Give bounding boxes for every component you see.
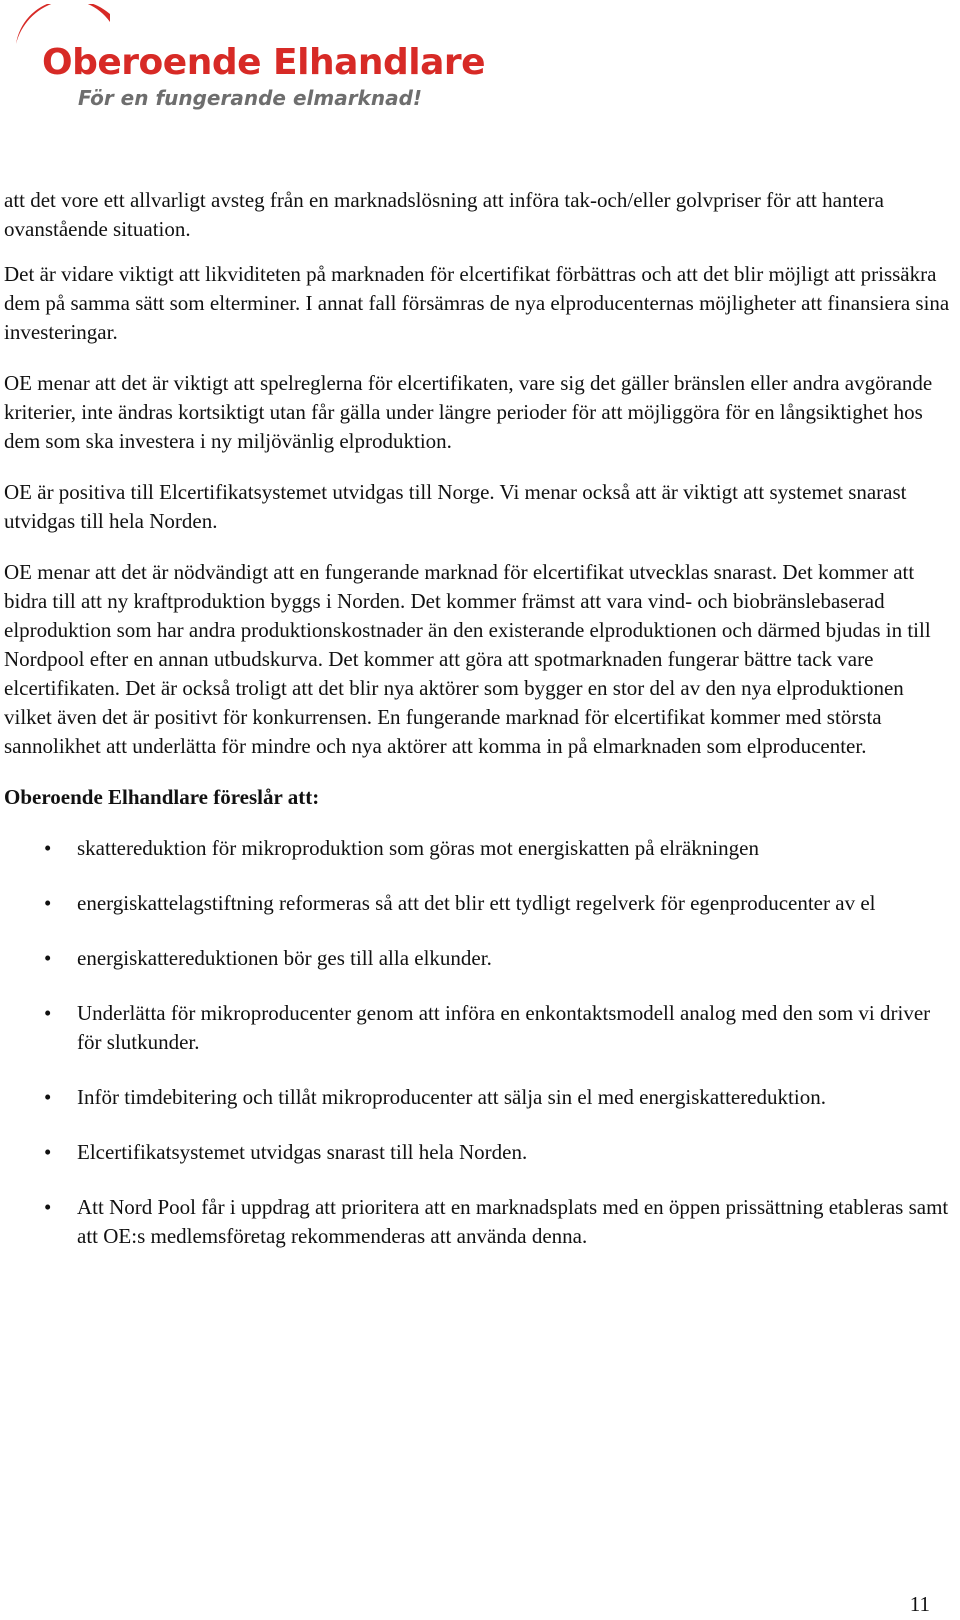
list-item xyxy=(4,889,954,918)
bullet-icon: • xyxy=(44,891,52,915)
paragraph: OE menar att det är nödvändigt att en fungerande marknad för elcertifikat utvecklas snarast. Det kommer att bidra till att ny kraftproduktion byggs i Norden. Det kommer främst att vara vind- och biobränslebaserad elproduktion som har andra produktionskostnader än den existerande elproduktionen och därmed bjudas in till Nordpool efter en annan utbudskurva. Det kommer att göra att spotmarknaden fungerar bättre tack vare elcertifikaten. Det är också troligt att det blir nya aktörer som bygger en stor del av den nya elproduktionen vilket även det är positivt för konkurrensen. En fungerande marknad för elcertifikat kommer med största sannolikhet att underlätta för mindre och nya aktörer att komma in på elmarknaden som elproducenter. xyxy=(4,560,931,758)
list-item-text: energiskattereduktionen bör ges till alla elkunder. xyxy=(77,946,492,970)
paragraph: att det vore ett allvarligt avsteg från en marknadslösning att införa tak-och/eller golvpriser för att hantera ovanstående situation. xyxy=(4,188,884,241)
list-item-text: skattereduktion för mikroproduktion som göras mot energiskatten på elräkningen xyxy=(77,836,759,860)
list-item xyxy=(4,1193,954,1251)
logo xyxy=(2,4,486,124)
paragraph: OE är positiva till Elcertifikatsystemet utvidgas till Norge. Vi menar också att är viktigt att systemet snarast utvidgas till hela Norden. xyxy=(4,480,907,533)
list-item-text: Underlätta för mikroproducenter genom att införa en enkontaktsmodell analog med den som vi driver för slutkunder. xyxy=(77,1001,931,1054)
bullet-icon: • xyxy=(44,1001,52,1025)
list-item-text: Elcertifikatsystemet utvidgas snarast till hela Norden. xyxy=(77,1140,528,1164)
bullet-icon: • xyxy=(44,1085,52,1109)
bullet-icon: • xyxy=(44,946,52,970)
logo-name: Oberoende Elhandlare xyxy=(42,42,486,83)
list-item-text: Inför timdebitering och tillåt mikroproducenter att sälja sin el med energiskattereduktion. xyxy=(77,1085,826,1109)
page-number: 11 xyxy=(909,1592,930,1616)
bullet-icon: • xyxy=(44,1140,52,1164)
list-item xyxy=(4,1138,954,1167)
bullet-icon: • xyxy=(44,836,52,860)
list-item xyxy=(4,834,954,863)
bullet-icon: • xyxy=(44,1195,52,1219)
proposals-heading: Oberoende Elhandlare föreslår att: xyxy=(4,785,320,809)
logo-tagline: För en fungerande elmarknad! xyxy=(78,86,423,110)
list-item-text: energiskattelagstiftning reformeras så att det blir ett tydligt regelverk för egenproducenter av el xyxy=(77,891,876,915)
list-item-text: Att Nord Pool får i uppdrag att prioritera att en marknadsplats med en öppen prissättning etableras samt att OE:s medlemsföretag rekommenderas att använda denna. xyxy=(77,1195,949,1248)
paragraph: OE menar att det är viktigt att spelreglerna för elcertifikaten, vare sig det gäller bränslen eller andra avgörande kriterier, inte ändras kortsiktigt utan får gälla under längre perioder för att möjliggöra för en långsiktighet hos dem som ska investera i ny miljövänlig elproduktion. xyxy=(4,371,933,453)
proposals-list xyxy=(4,834,954,1251)
document-body xyxy=(4,186,954,1277)
list-item xyxy=(4,999,954,1057)
paragraph: Det är vidare viktigt att likviditeten på marknaden för elcertifikat förbättras och att det blir möjligt att prissäkra dem på samma sätt som elterminer. I annat fall försämras de nya elproducenternas möjligheter att finansiera sina investeringar. xyxy=(4,262,950,344)
list-item xyxy=(4,1083,954,1112)
list-item xyxy=(4,944,954,973)
